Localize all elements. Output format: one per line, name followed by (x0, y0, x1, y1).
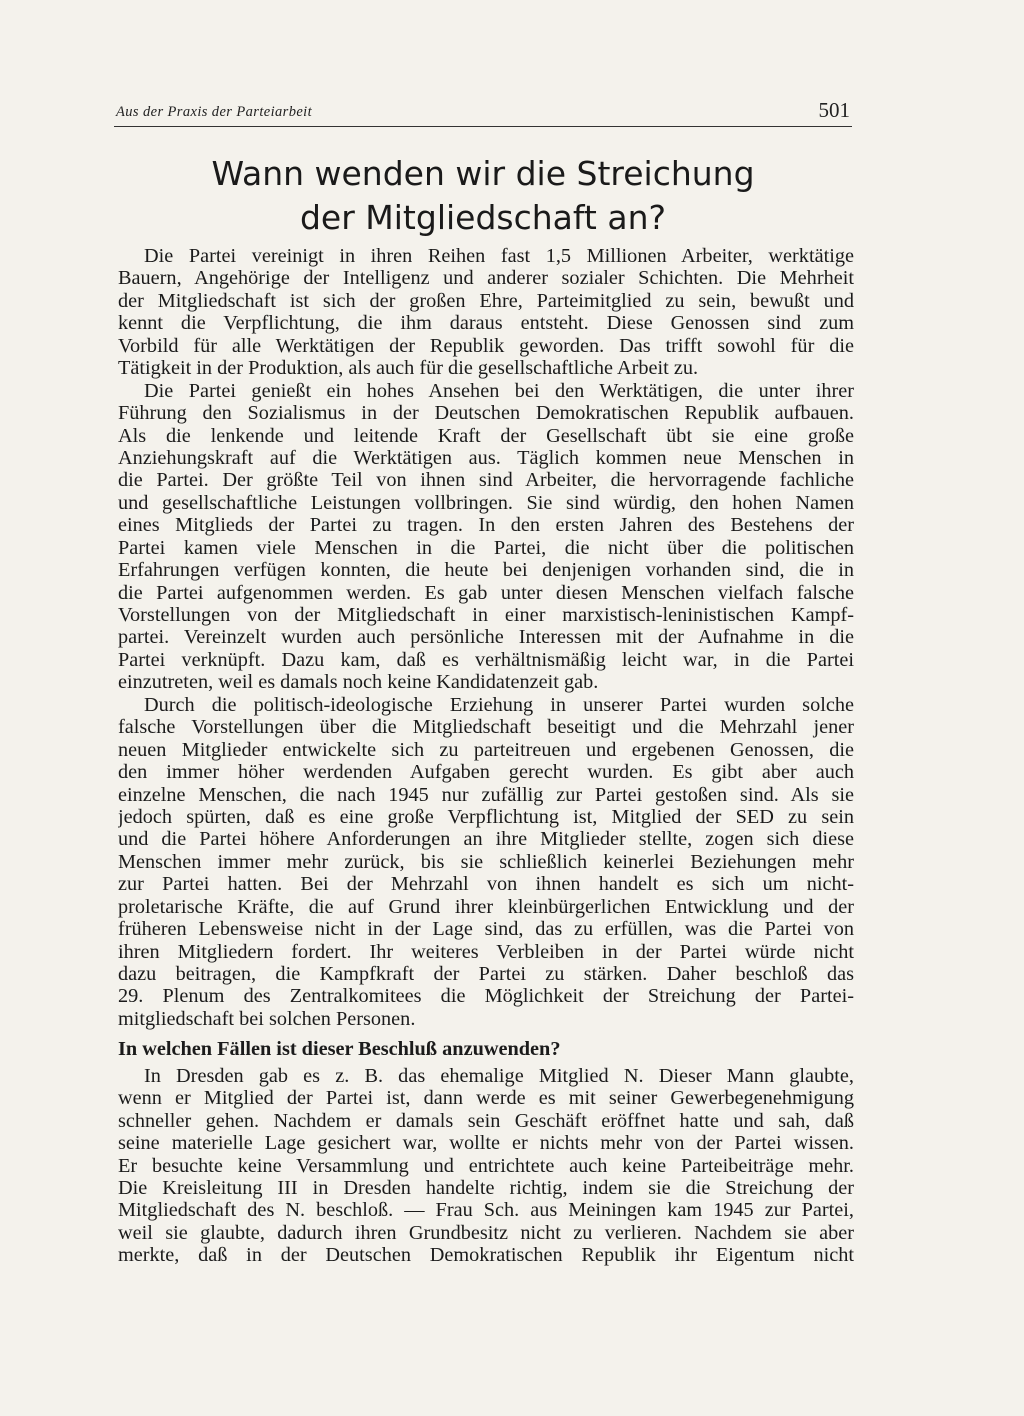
text-line: Anziehungskraft auf die Werktätigen aus. Täglich kommen neue Menschen in (118, 446, 854, 469)
text-line: Vorstellungen von der Mitgliedschaft in einer marxistisch-leninistischen Kampf- (118, 604, 854, 626)
text-line: Die Partei vereinigt in ihren Reihen fast 1,5 Millionen Arbeiter, werktätige (144, 245, 854, 267)
text-line: dazu beitragen, die Kampfkraft der Partei zu stärken. Daher beschloß das (118, 963, 854, 985)
text-line: wenn er Mitglied der Partei ist, dann werde es mit seiner Gewerbegenehmigung (118, 1087, 854, 1110)
text-line: Mitgliedschaft des N. beschloß. — Frau Sch. aus Meiningen kam 1945 zur Partei, (118, 1199, 854, 1222)
text-line: einzelne Menschen, die nach 1945 nur zufällig zur Partei gestoßen sind. Als sie (118, 783, 854, 806)
text-line: merkte, daß in der Deutschen Demokratischen Republik ihr Eigentum nicht (118, 1244, 854, 1267)
text-line: proletarische Kräfte, die auf Grund ihrer kleinbürgerlichen Entwicklung und der (118, 895, 854, 918)
text-line: Führung den Sozialismus in der Deutschen Demokratischen Republik aufbauen. (118, 402, 854, 425)
text-line: Bauern, Angehörige der Intelligenz und anderer sozialer Schichten. Die Mehrheit (118, 267, 854, 290)
text-line: zur Partei hatten. Bei der Mehrzahl von ihnen handelt es sich um nicht- (118, 873, 854, 896)
text-line: Partei kamen viele Menschen in die Partei, die nicht über die politischen (118, 536, 854, 559)
text-line: seine materielle Lage gesichert war, wollte er nichts mehr von der Partei wissen. (118, 1132, 854, 1155)
text-line: Die Kreisleitung III in Dresden handelte richtig, indem sie die Streichung der (118, 1176, 854, 1199)
text-line: und die Partei höhere Anforderungen an ihre Mitglieder stellte, zogen sich diese (118, 828, 854, 851)
text-line: kennt die Verpflichtung, die ihm daraus entsteht. Diese Genossen sind zum (118, 312, 854, 335)
running-title: Aus der Praxis der Parteiarbeit (116, 104, 313, 120)
text-line: und gesellschaftliche Leistungen vollbringen. Sie sind würdig, den hohen Namen (118, 491, 854, 514)
text-line: der Mitgliedschaft ist sich der großen Ehre, Parteimitglied zu sein, bewußt und (118, 289, 854, 312)
text-line: 29. Plenum des Zentralkomitees die Möglichkeit der Streichung der Partei- (118, 985, 854, 1008)
text-line: neuen Mitglieder entwickelte sich zu parteitreuen und ergebenen Genossen, die (118, 738, 854, 761)
article-title-line-1: Wann wenden wir die Streichung (211, 154, 755, 193)
text-line: Partei verknüpft. Dazu kam, daß es verhältnismäßig leicht war, in die Partei (118, 648, 854, 671)
text-line: partei. Vereinzelt wurden auch persönliche Interessen mit der Aufnahme in die (118, 626, 854, 649)
text-line: schneller gehen. Nachdem er damals sein Geschäft eröffnet hatte und sah, daß (118, 1109, 854, 1132)
section-heading: In welchen Fällen ist dieser Beschluß anzuwenden? (118, 1038, 561, 1061)
article-title-line-2: der Mitgliedschaft an? (299, 198, 666, 237)
header-rule (114, 126, 852, 127)
text-line: einzutreten, weil es damals noch keine Kandidatenzeit gab. (118, 671, 599, 694)
text-line: Menschen immer mehr zurück, bis sie schließlich keinerlei Beziehungen mehr (118, 850, 854, 873)
text-line: früheren Lebensweise nicht in der Lage sind, das zu erfüllen, was die Partei von (118, 918, 854, 941)
text-line: die Partei. Der größte Teil von ihnen sind Arbeiter, die hervorragende fachliche (118, 469, 854, 492)
page-number: 501 (818, 98, 850, 122)
text-line: Durch die politisch-ideologische Erziehung in unserer Partei wurden solche (144, 693, 854, 716)
text-line: Die Partei genießt ein hohes Ansehen bei den Werktätigen, die unter ihrer (144, 379, 854, 402)
text-line: Tätigkeit in der Produktion, als auch für die gesellschaftliche Arbeit zu. (118, 357, 699, 380)
text-line: weil sie glaubte, dadurch ihren Grundbesitz nicht zu verlieren. Nachdem sie aber (118, 1221, 854, 1244)
text-line: die Partei aufgenommen werden. Es gab unter diesen Menschen vielfach falsche (118, 581, 854, 604)
text-line: eines Mitglieds der Partei zu tragen. In den ersten Jahren des Bestehens der (118, 514, 854, 537)
article-body (118, 245, 854, 1267)
text-line: mitgliedschaft bei solchen Personen. (118, 1007, 416, 1030)
text-line: Vorbild für alle Werktätigen der Republik geworden. Das trifft sowohl für die (118, 334, 854, 357)
text-line: den immer höher werdenden Aufgaben gerecht wurden. Es gibt aber auch (118, 761, 854, 784)
text-line: Als die lenkende und leitende Kraft der Gesellschaft übt sie eine große (118, 424, 854, 447)
text-line: Erfahrungen verfügen konnten, die heute bei denjenigen vorhanden sind, die in (118, 559, 854, 582)
text-line: ihren Mitgliedern fordert. Ihr weiteres Verbleiben in der Partei würde nicht (118, 940, 854, 963)
text-line: Er besuchte keine Versammlung und entrichtete auch keine Parteibeiträge mehr. (118, 1154, 854, 1177)
article-title (114, 152, 852, 240)
text-line: falsche Vorstellungen über die Mitgliedschaft beseitigt und die Mehrzahl jener (118, 716, 854, 739)
text-line: jedoch spürten, daß es eine große Verpflichtung ist, Mitglied der SED zu sein (118, 805, 854, 828)
text-line: In Dresden gab es z. B. das ehemalige Mitglied N. Dieser Mann glaubte, (144, 1064, 854, 1087)
